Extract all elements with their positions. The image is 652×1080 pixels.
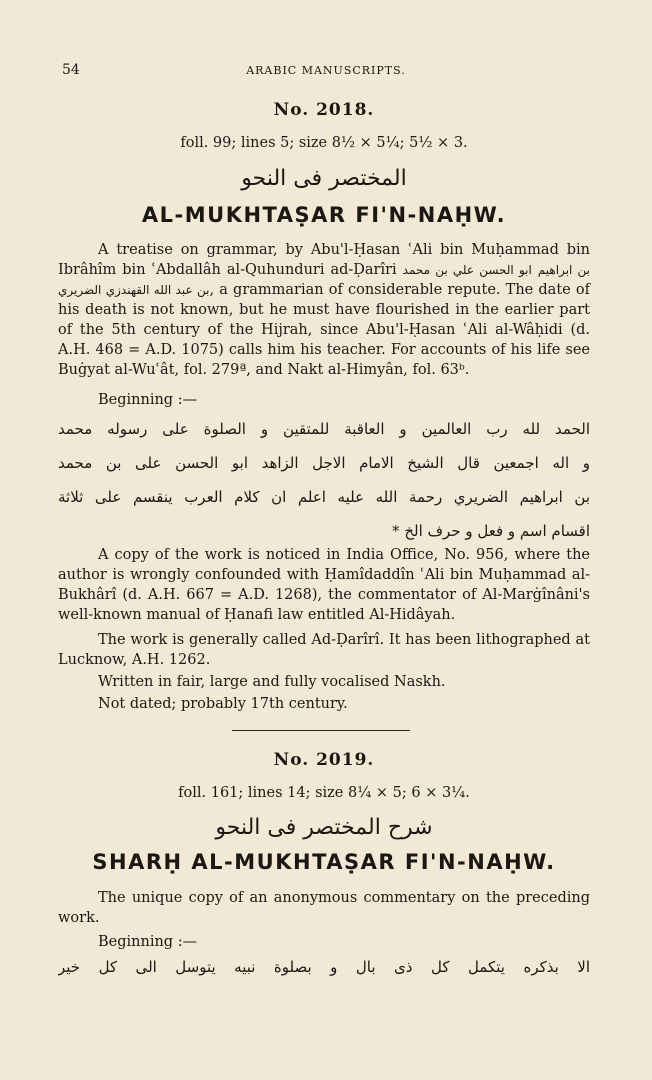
entry-number: No. 2018. bbox=[273, 100, 375, 120]
entry-note-lithograph: The work is generally called Ad-Ḍarîrî. It has been lithographed at Lucknow, A.H. 1262. bbox=[58, 632, 590, 668]
entry-arabic-title: شرح المختصر فی النحو bbox=[215, 815, 433, 840]
entry-foll: foll. 99; lines 5; size 8½ × 5¼; 5½ × 3. bbox=[180, 135, 468, 151]
entry-description: The unique copy of an anonymous commentary on the preceding work. bbox=[58, 890, 590, 926]
arabic-beginning bbox=[58, 412, 590, 548]
entry-latin-title: AL-MUKHTAṢAR FI'N-NAḤW. bbox=[141, 203, 507, 227]
entry-arabic-title: المختصر فی النحو bbox=[241, 166, 407, 191]
arabic-line: اقسام اسم و فعل و حرف الخ * bbox=[392, 522, 590, 540]
entry-note-india-office: A copy of the work is noticed in India Office, No. 956, where the author is wrongly confounded with Ḥamîdaddîn ʿAli bin Muḥammad al-Bukhârî (d. A.H. 667 = A.D. 1268), the commentator of Al-Marġînâni's well-known manual of Ḥanafi law entitled Al-Hidâyah. bbox=[58, 547, 590, 623]
entry-description bbox=[58, 240, 590, 380]
entry-number: No. 2019. bbox=[273, 750, 375, 770]
running-title: ARABIC MANUSCRIPTS. bbox=[246, 64, 406, 77]
page-number: 54 bbox=[62, 62, 80, 78]
description-text-b: , a grammarian of considerable repute. The date of his death is not known, but he must have flourished in the earlier part of the 5th century of the Hijrah, since Abu'l-Ḥasan ʿAli al-Wâḥidi (d. A.H. 468 = A.D. 1075) calls him his teacher. For accounts of his life see Buġyat al-Wuʿât, fol. 279ª, and Nakt al-Himyân, fol. 63ᵇ. bbox=[58, 282, 590, 378]
arabic-beginning bbox=[58, 950, 590, 984]
page-header bbox=[58, 62, 594, 82]
description-text-a: A treatise on grammar, by Abu'l-Ḥasan ʿAli bin Muḥammad bin Ibrâhîm bin ʿAbdallâh al-Quhunduri ad-Ḍarîri bbox=[58, 242, 590, 278]
section-divider bbox=[232, 730, 410, 731]
beginning-label: Beginning :— bbox=[98, 392, 198, 408]
beginning-label: Beginning :— bbox=[98, 934, 198, 950]
entry-note-date: Not dated; probably 17th century. bbox=[98, 696, 348, 712]
entry-foll: foll. 161; lines 14; size 8¼ × 5; 6 × 3¼. bbox=[178, 785, 470, 801]
entry-note-script: Written in fair, large and fully vocalised Naskh. bbox=[98, 674, 446, 690]
arabic-line: بن ابراهيم الضريري رحمة الله عليه اعلم ان كلام العرب ينقسم على ثلاثة bbox=[58, 488, 590, 506]
arabic-line: الحمد لله رب العالمين و العاقبة للمتقين و الصلوة على رسوله محمد bbox=[58, 420, 590, 438]
arabic-line: الا بذكره يتكمل كل ذى بال و بصلوة نبيه يتوسل الى كل خير bbox=[58, 958, 590, 976]
arabic-line: و اله اجمعين قال الشيخ الامام الاجل الزاهد ابو الحسن على بن محمد bbox=[58, 454, 590, 472]
entry-latin-title: SHARḤ AL-MUKHTAṢAR FI'N-NAḤW. bbox=[92, 850, 556, 874]
author-lineage-arabic: بن ابراهيم بن عبد الله القهندزي الضريري bbox=[58, 263, 591, 297]
author-name-arabic: ابو الحسن علي بن محمد bbox=[402, 263, 532, 277]
